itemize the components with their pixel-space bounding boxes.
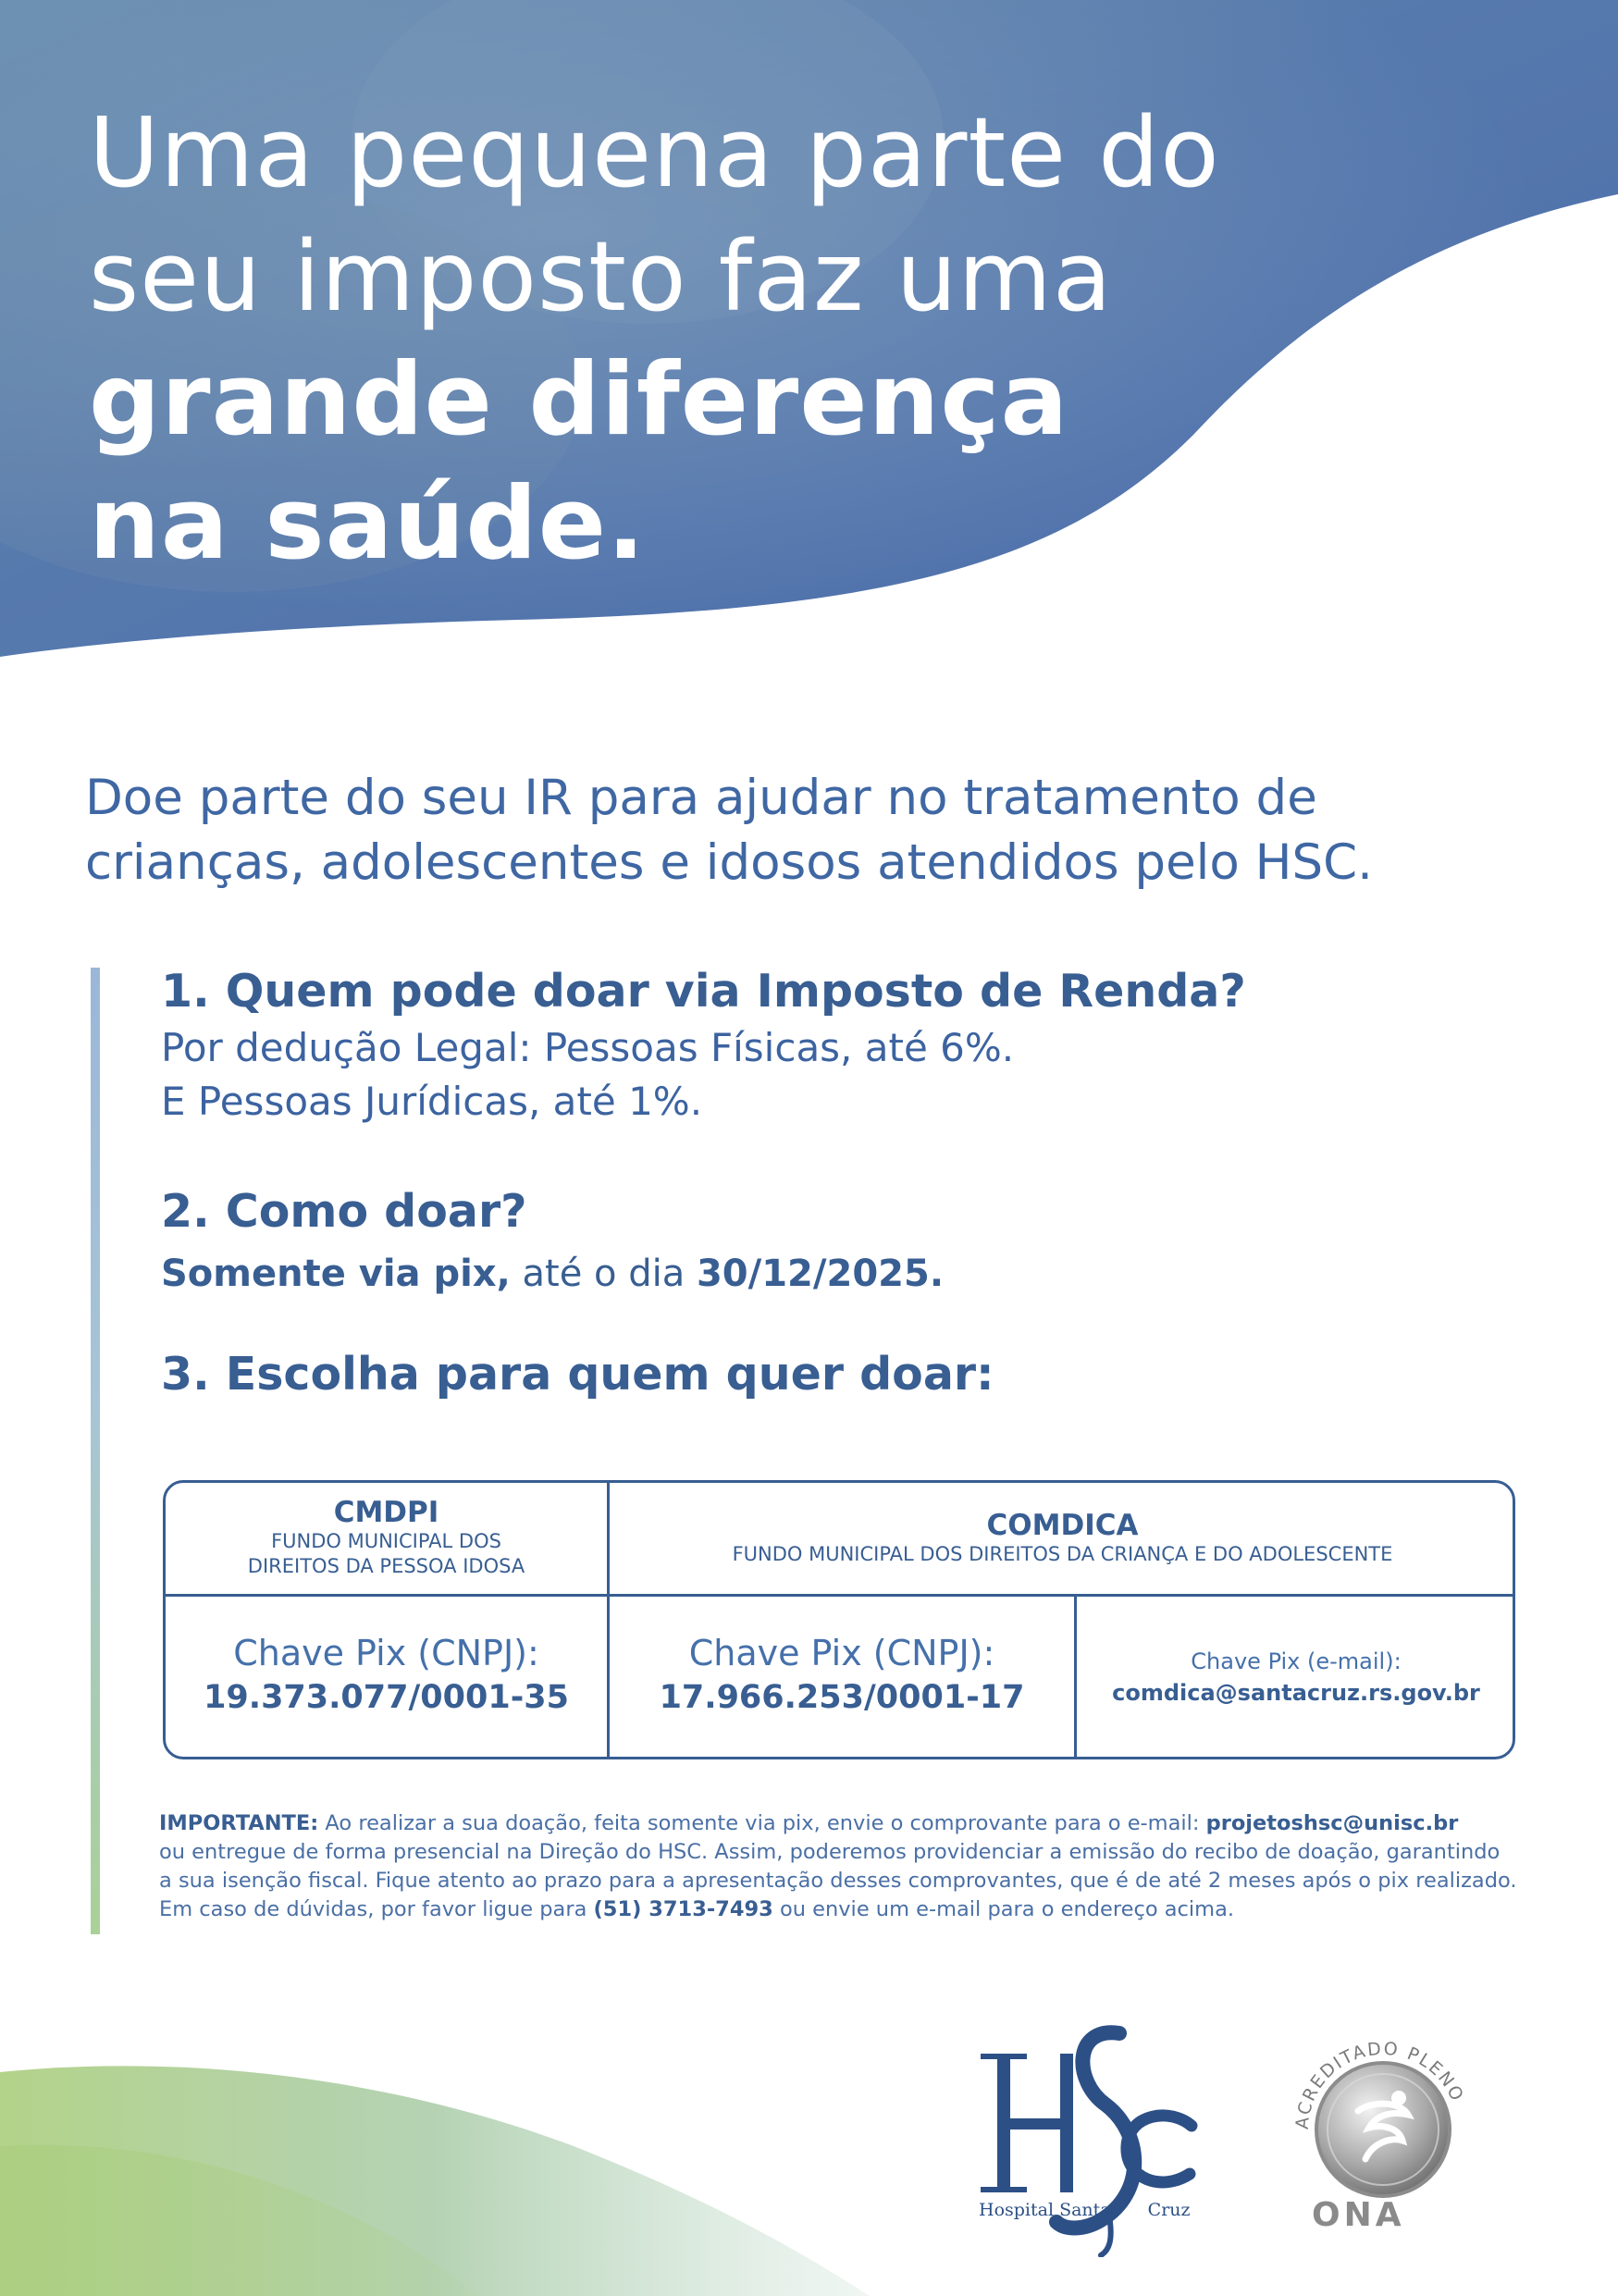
cmdpi-key-value[interactable]: 19.373.077/0001-35 [204,1679,569,1716]
ona-seal-icon [1280,2018,1486,2224]
section-1-line-2: E Pessoas Jurídicas, até 1%. [161,1079,703,1124]
note-line-4 [159,1895,1547,1924]
section-who-can-donate [161,962,1246,1129]
section-2-title: 2. Como doar? [161,1185,527,1238]
cmdpi-key-label: Chave Pix (CNPJ): [233,1633,539,1673]
cmdpi-name: CMDPI [333,1496,439,1529]
hero-banner [0,0,1618,675]
comdica-cnpj-label: Chave Pix (CNPJ): [688,1633,995,1673]
comdica-name: COMDICA [986,1509,1139,1542]
pix-table [163,1480,1515,1759]
note-text-4a: Em caso de dúvidas, por favor ligue para [159,1897,594,1921]
note-phone[interactable]: (51) 3713-7493 [593,1897,773,1921]
comdica-cnpj-value[interactable]: 17.966.253/0001-17 [659,1679,1025,1716]
table-divider-header [166,1594,1513,1597]
accent-bar [91,968,100,1934]
headline-line-2: seu imposto faz uma [89,220,1113,333]
note-line-2: ou entregue de forma presencial na Direção do HSC. Assim, poderemos providenciar a emissão do recibo de doação, garantindo [159,1840,1501,1864]
hsc-logo-icon [971,2017,1212,2257]
headline-line-4: na saúde. [89,466,646,582]
cmdpi-header [166,1496,607,1579]
section-choose [161,1345,994,1404]
section-2-bold-a: Somente via pix, [161,1253,511,1295]
headline-line-1: Uma pequena parte do [89,96,1220,209]
cmdpi-desc-1: FUNDO MUNICIPAL DOS [271,1530,501,1552]
section-how-to-donate [161,1182,944,1301]
section-2-text [161,1247,944,1301]
comdica-desc: FUNDO MUNICIPAL DOS DIREITOS DA CRIANÇA E DO ADOLESCENTE [732,1543,1393,1565]
intro-line-1: Doe parte do seu IR para ajudar no tratamento de [85,770,1317,826]
section-3-title: 3. Escolha para quem quer doar: [161,1348,994,1401]
ona-label: ONA [1312,2196,1405,2234]
ona-arc-text: ACREDITADO PLENO [1291,2038,1468,2130]
note-label: IMPORTANTE: [159,1811,319,1835]
cmdpi-desc-2: DIREITOS DA PESSOA IDOSA [247,1555,525,1577]
intro-line-2: crianças, adolescentes e idosos atendidos pelo HSC. [85,834,1374,891]
section-2-date: 30/12/2025. [696,1253,945,1295]
hsc-name [979,2200,1210,2220]
section-1-line-1: Por dedução Legal: Pessoas Físicas, até 6%. [161,1025,1015,1070]
important-note [159,1809,1547,1924]
note-email[interactable]: projetoshsc@unisc.br [1205,1811,1459,1835]
note-line-1 [159,1809,1547,1838]
section-2-normal: até o dia [510,1253,697,1295]
comdica-email-value[interactable]: comdica@santacruz.rs.gov.br [1112,1680,1480,1706]
comdica-email-label: Chave Pix (e-mail): [1191,1648,1402,1674]
section-1-title: 1. Quem pode doar via Imposto de Renda? [161,965,1246,1018]
note-line-3: a sua isenção fiscal. Fique atento ao prazo para a apresentação desses comprovantes, que é de até 2 meses após o pix realizado. [159,1869,1517,1893]
comdica-header [610,1509,1515,1567]
note-text-1: Ao realizar a sua doação, feita somente via pix, envie o comprovante para o e-mail: [318,1811,1206,1835]
hsc-name-a: Hospital Santa [979,2200,1111,2220]
cmdpi-pix-key[interactable] [166,1631,607,1720]
headline [89,91,1384,586]
comdica-email-key[interactable] [1077,1646,1515,1709]
comdica-cnpj-key[interactable] [610,1631,1074,1720]
headline-line-3: grande diferença [89,342,1069,458]
hsc-name-b: Cruz [1147,2200,1191,2220]
note-text-4b: ou envie um e-mail para o endereço acima. [772,1897,1235,1921]
intro-text [85,766,1528,895]
